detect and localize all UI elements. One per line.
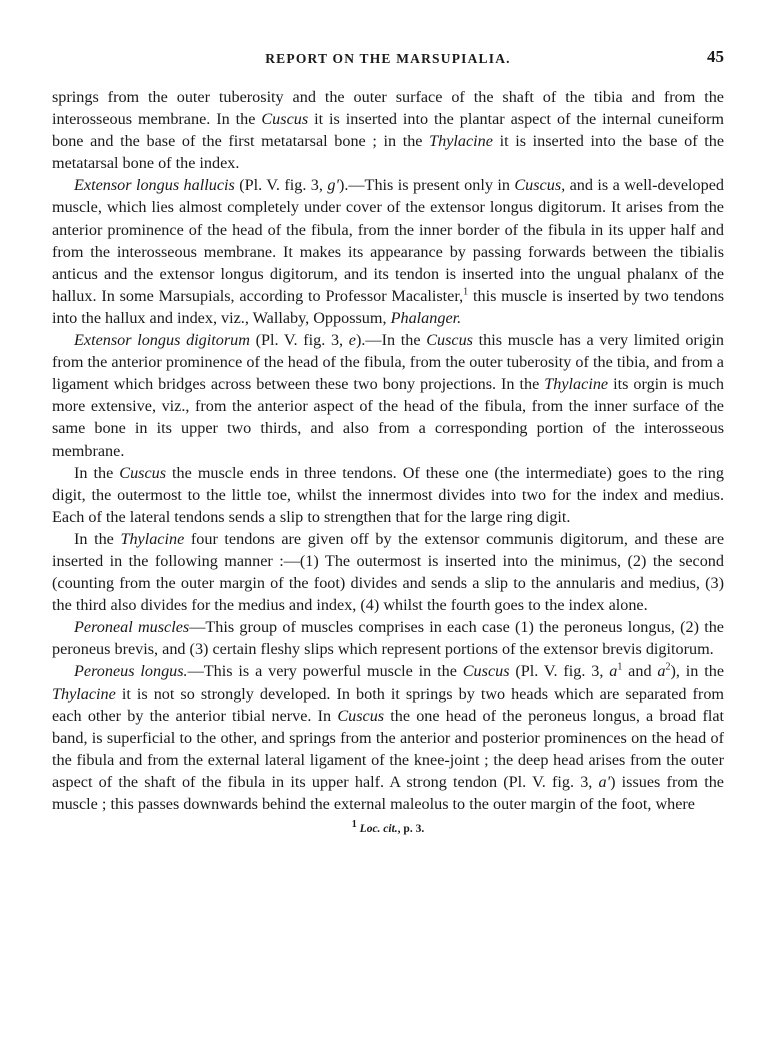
italic-run: g' <box>327 176 339 195</box>
italic-run: Cuscus <box>426 331 473 350</box>
italic-run: Cuscus, <box>514 176 566 195</box>
text-run: In the <box>74 463 120 482</box>
text-run: —This is a very powerful muscle in the <box>187 662 463 681</box>
text-run: (Pl. V. fig. 3, <box>234 176 328 195</box>
italic-run: Phalanger. <box>390 308 462 327</box>
paragraph <box>52 616 724 660</box>
italic-run: Cuscus <box>119 463 167 482</box>
text-run: In the <box>74 529 121 548</box>
paragraph <box>52 86 724 174</box>
text-run: ) issues from the muscle ; this passes downwards behind the external maleolus to the outer margin of the foot, where <box>52 772 724 813</box>
italic-run: Extensor longus hallucis <box>74 176 235 195</box>
text-run: it is inserted into the base of the metatarsal bone of the index. <box>52 132 724 173</box>
footnote <box>52 819 724 836</box>
superscript-marker: 1 <box>617 662 623 674</box>
paragraph <box>52 660 724 815</box>
text-run: (Pl. V. fig. 3, <box>509 662 610 681</box>
footnote-marker: 1 <box>351 819 357 831</box>
body-text <box>52 86 724 815</box>
italic-run: a' <box>598 772 611 791</box>
text-run: and <box>622 662 658 681</box>
paragraph <box>52 174 724 329</box>
text-run: (Pl. V. fig. 3, <box>249 331 349 350</box>
paragraph <box>52 528 724 616</box>
italic-run: a <box>609 662 618 681</box>
italic-run: Thylacine <box>544 375 609 394</box>
running-header <box>52 44 724 74</box>
superscript-marker: 1 <box>463 286 469 298</box>
running-title: REPORT ON THE MARSUPIALIA. <box>265 51 511 66</box>
text-run: the muscle ends in three tendons. Of these one (the intermediate) goes to the ring digit, the outermost to the little toe, whilst the innermost divides into two for the index and medius. Each of the lateral tendons sends a slip to strengthen that for the large ring digit. <box>52 463 724 526</box>
text-run: this muscle is inserted by two tendons into the hallux and index, viz., Wallaby, Oppossum, <box>52 286 724 327</box>
italic-run: Extensor longus digitorum <box>74 331 250 350</box>
italic-run: Thylacine <box>429 132 493 151</box>
page <box>52 44 724 835</box>
text-run: —This group of muscles comprises in each case (1) the peroneus longus, (2) the peroneus brevis, and (3) certain fleshy slips which represent portions of the extensor brevis digitorum. <box>52 618 724 659</box>
text-run: its orgin is much more extensive, viz., from the anterior aspect of the head of the fibula, from the inner surface of the same bone in its upper two thirds, and also from a corresponding portion of the interosseous membrane. <box>52 375 724 460</box>
italic-run: Cuscus <box>261 110 309 129</box>
superscript-marker: 2 <box>665 662 671 674</box>
text-run: it is inserted into the plantar aspect of the internal cuneiform bone and the base of the first metatarsal bone ; in the <box>52 110 724 151</box>
text-run: the one head of the peroneus longus, a broad flat band, is superficial to the other, and springs from the anterior and posterior prominences on the head of the fibula and from the external lateral ligament of the knee-joint ; the deep head arises from the outer aspect of the shaft of the fibula in its upper half. A strong tendon (Pl. V. fig. 3, <box>52 706 725 791</box>
italic-run: Thylacine <box>120 529 185 548</box>
text-run: springs from the outer tuberosity and the outer surface of the shaft of the tibia and from the interosseous membrane. In the <box>52 88 724 129</box>
footnote-citation: Loc. cit. <box>359 823 398 836</box>
text-run: and is a well-developed muscle, which lies almost completely under cover of the extensor longus digitorum. It arises from the anterior prominence of the head of the fibula, from the inner border of the fibula in its upper half and from the interosseous membrane. It makes its appearance by passing forwards between the tibialis anticus and the extensor longus digitorum, and its tendon is inserted into the ungual phalanx of the hallux. In some Marsupials, according to Professor Macalister, <box>52 176 724 305</box>
paragraph <box>52 462 724 528</box>
footnote-pages: , p. 3. <box>397 823 425 836</box>
text-run: it is not so strongly developed. In both it springs by two heads which are separated from each other by the anterior tibial nerve. In <box>52 684 724 725</box>
italic-run: a <box>657 662 666 681</box>
italic-run: Peroneus longus. <box>74 662 188 681</box>
page-number: 45 <box>707 47 724 66</box>
italic-run: Cuscus <box>462 662 510 681</box>
italic-run: Thylacine <box>52 684 116 703</box>
text-run: ), in the <box>670 662 724 681</box>
italic-run: Cuscus <box>337 706 385 725</box>
italic-run: Peroneal muscles <box>74 618 190 637</box>
italic-run: e <box>348 331 356 350</box>
text-run: ).—This is present only in <box>338 176 515 195</box>
text-run: four tendons are given off by the extensor communis digitorum, and these are inserted in the following manner :—(1) The outermost is inserted into the minimus, (2) the second (counting from the outer margin of the foot) divides and sends a slip to the annularis and medius, (3) the third also divides for the medius and index, (4) whilst the fourth goes to the index alone. <box>52 529 725 615</box>
text-run: ).—In the <box>355 331 427 350</box>
text-run: this muscle has a very limited origin from the anterior prominence of the head of the fibula, from the outer tuberosity of the tibia, and from a ligament which bridges across between these two bony projections. In the <box>52 331 724 394</box>
paragraph <box>52 329 724 462</box>
